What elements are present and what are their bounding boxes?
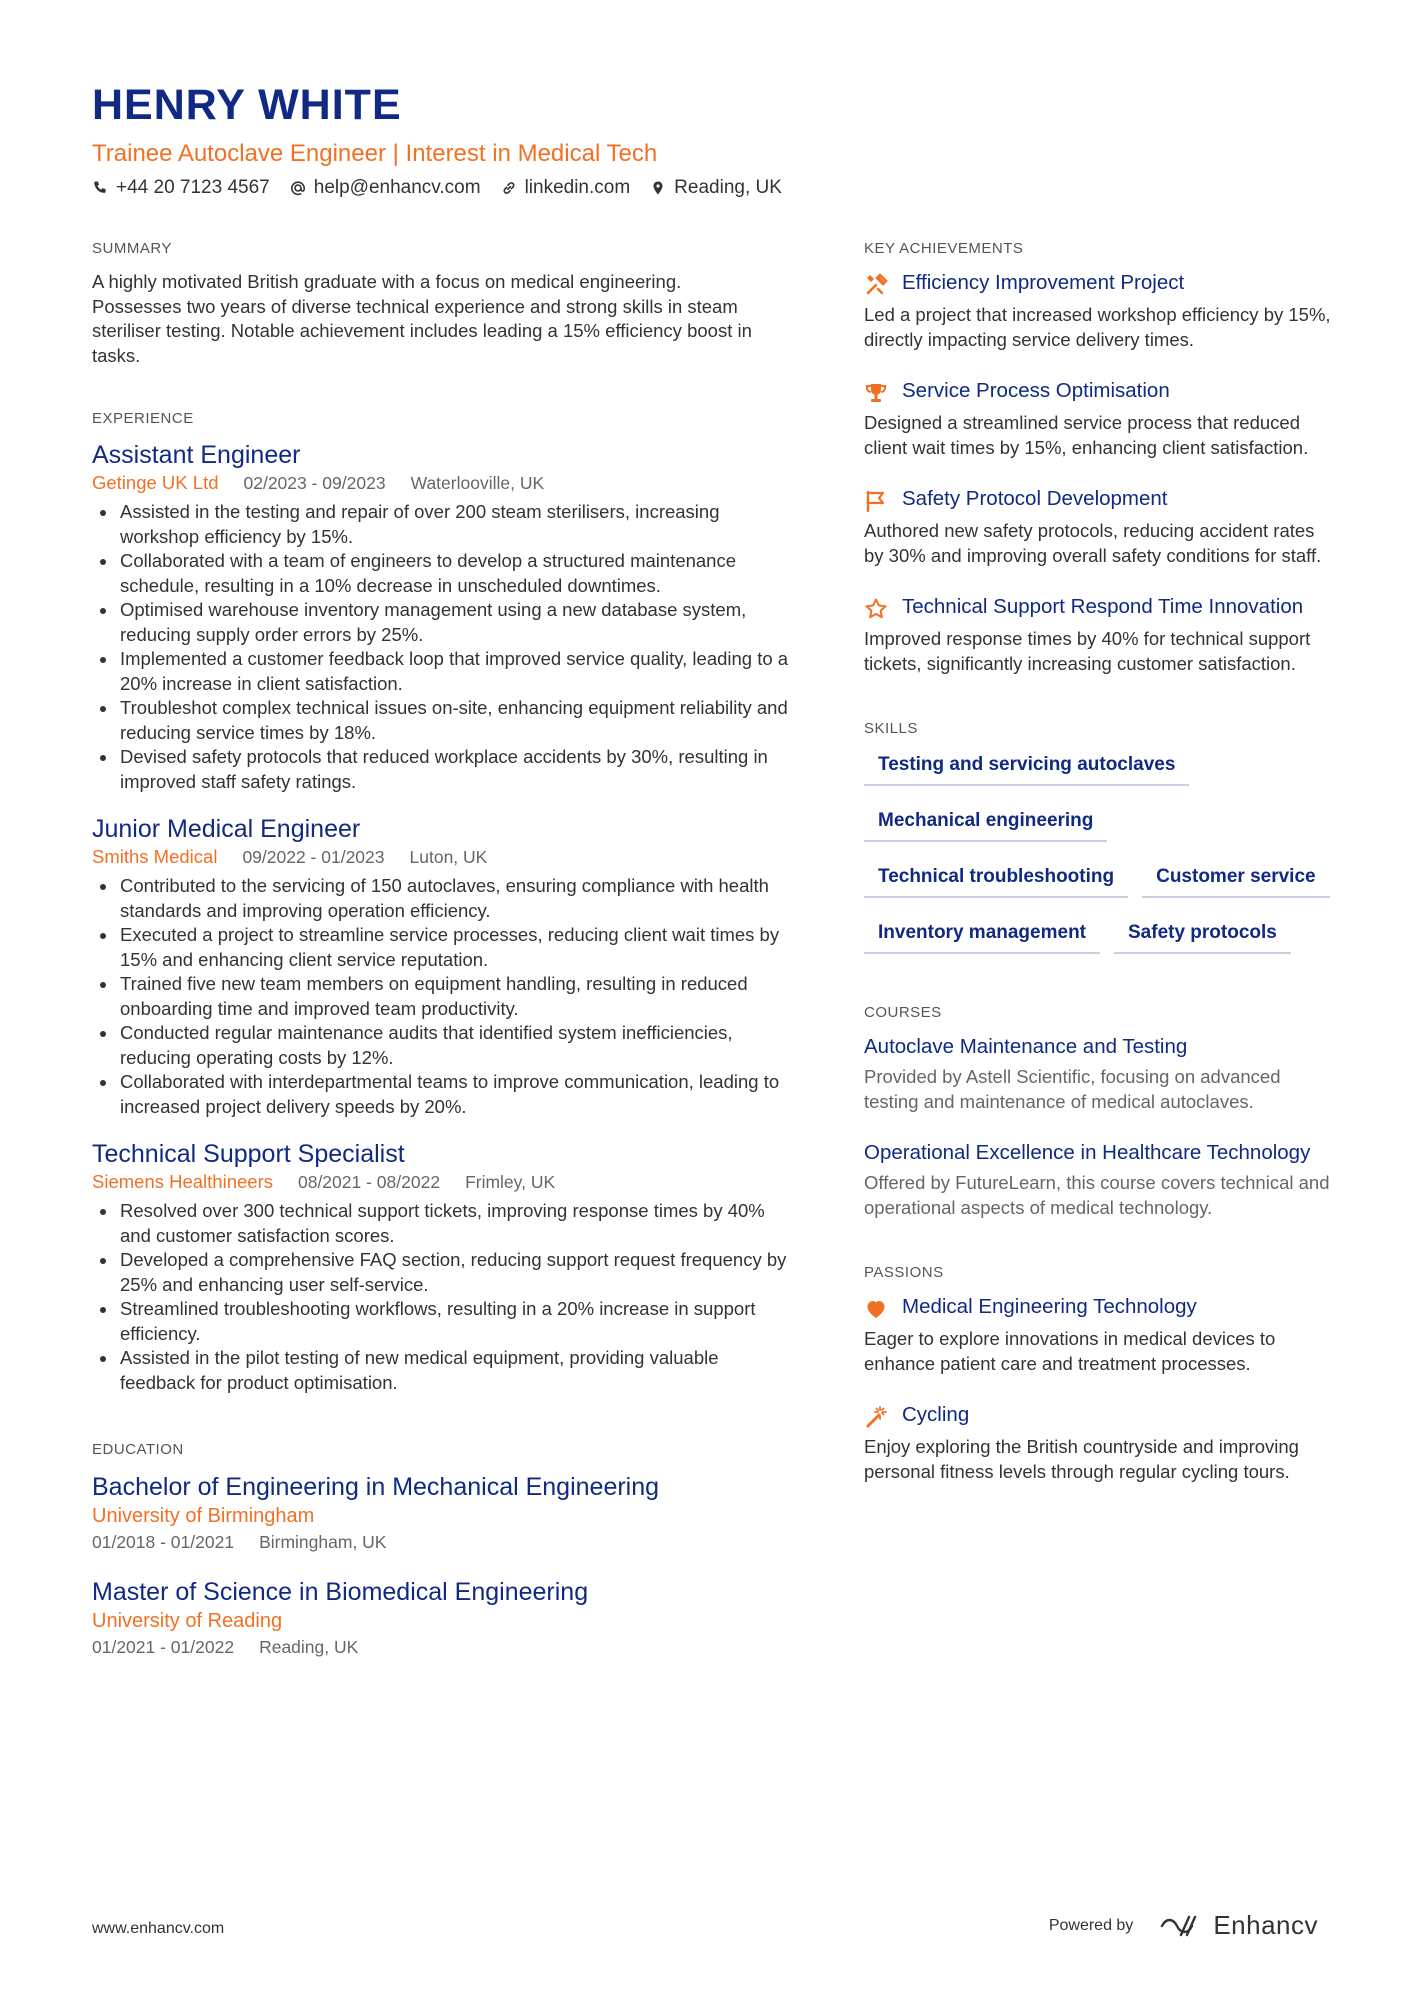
bullet-item: Devised safety protocols that reduced workplace accidents by 30%, resulting in improved staff safety ratings. <box>92 745 792 794</box>
skill-tag: Testing and servicing autoclaves <box>864 750 1189 786</box>
job-bullets <box>92 1199 792 1395</box>
education-degree: Master of Science in Biomedical Engineering <box>92 1578 589 1606</box>
education-dates: 01/2018 - 01/2021 <box>92 1532 235 1552</box>
summary-text: A highly motivated British graduate with a focus on medical engineering. Possesses two years of diverse technical experience and strong skills in steam steriliser testing. Notable achievement includes leading a 15% efficiency boost in tasks. <box>92 271 752 366</box>
passion-head <box>864 1294 1334 1321</box>
education-school: University of Birmingham <box>92 1505 315 1527</box>
star-icon <box>864 597 888 621</box>
achievement-title: Safety Protocol Development <box>902 487 1168 510</box>
job-meta <box>92 470 792 496</box>
bullet-item: Resolved over 300 technical support tickets, improving response times by 40% and customer satisfaction scores. <box>92 1199 792 1248</box>
heart-icon <box>864 1297 888 1321</box>
education-location: Birmingham, UK <box>259 1532 387 1552</box>
education-heading: EDUCATION <box>92 1441 184 1458</box>
skill-tag: Inventory management <box>864 918 1100 954</box>
achievement-desc: Led a project that increased workshop efficiency by 15%, directly impacting service delivery times. <box>864 304 1331 350</box>
contact-location <box>650 174 782 202</box>
bullet-item: Streamlined troubleshooting workflows, resulting in a 20% increase in support efficiency. <box>92 1297 792 1346</box>
job-location: Luton, UK <box>409 847 488 867</box>
contact-email-text: help@enhancv.com <box>313 177 481 198</box>
experience-section <box>92 408 792 1395</box>
bullet-item: Optimised warehouse inventory management using a new database system, reducing supply order errors by 25%. <box>92 598 792 647</box>
achievements-heading: KEY ACHIEVEMENTS <box>864 240 1024 257</box>
experience-heading: EXPERIENCE <box>92 410 194 427</box>
course-desc: Provided by Astell Scientific, focusing on advanced testing and maintenance of medical autoclaves. <box>864 1066 1281 1112</box>
job-location: Frimley, UK <box>465 1172 556 1192</box>
enhancv-logo[interactable] <box>1159 1910 1318 1941</box>
achievement-title: Efficiency Improvement Project <box>902 271 1185 294</box>
left-column <box>92 238 792 1699</box>
job-company: Getinge UK Ltd <box>92 472 219 493</box>
job-bullets <box>92 874 792 1119</box>
education-meta <box>92 1635 792 1659</box>
trophy-icon <box>864 381 888 405</box>
education-degree: Bachelor of Engineering in Mechanical Engineering <box>92 1473 660 1501</box>
passions-section <box>864 1262 1334 1484</box>
achievement-item <box>864 594 1334 676</box>
bullet-item: Assisted in the pilot testing of new medical equipment, providing valuable feedback for product optimisation. <box>92 1346 792 1395</box>
passions-heading: PASSIONS <box>864 1264 944 1281</box>
achievement-head <box>864 378 1334 405</box>
skill-tag: Customer service <box>1142 862 1329 898</box>
bullet-item: Collaborated with interdepartmental teams to improve communication, leading to increased project delivery speeds by 20%. <box>92 1070 792 1119</box>
candidate-name: HENRY WHITE <box>92 81 402 129</box>
job-company: Siemens Healthineers <box>92 1171 273 1192</box>
achievement-title: Service Process Optimisation <box>902 379 1170 402</box>
contact-row <box>92 174 1322 202</box>
course-item <box>864 1140 1334 1220</box>
courses-heading: COURSES <box>864 1004 942 1021</box>
bullet-item: Implemented a customer feedback loop that improved service quality, leading to a 20% increase in client satisfaction. <box>92 647 792 696</box>
job-title: Technical Support Specialist <box>92 1140 405 1168</box>
education-entry <box>92 1471 792 1554</box>
passion-desc: Enjoy exploring the British countryside and improving personal fitness levels through regular cycling tours. <box>864 1436 1299 1482</box>
contact-phone <box>92 174 270 202</box>
summary-heading: SUMMARY <box>92 240 172 257</box>
job-entry <box>92 1139 792 1395</box>
footer-website[interactable]: www.enhancv.com <box>92 1920 225 1937</box>
job-title: Junior Medical Engineer <box>92 815 361 843</box>
bullet-item: Trained five new team members on equipment handling, resulting in reduced onboarding time and improved team productivity. <box>92 972 792 1021</box>
right-column <box>864 238 1334 1524</box>
powered-by-label: Powered by <box>1048 1916 1134 1934</box>
passion-title: Medical Engineering Technology <box>902 1295 1197 1318</box>
achievement-item <box>864 378 1334 460</box>
achievements-section <box>864 238 1334 676</box>
achievement-desc: Improved response times by 40% for technical support tickets, significantly increasing customer satisfaction. <box>864 628 1311 674</box>
education-dates: 01/2021 - 01/2022 <box>92 1637 235 1657</box>
passion-item <box>864 1294 1334 1376</box>
at-icon <box>290 180 306 196</box>
job-entry <box>92 814 792 1119</box>
phone-icon <box>92 180 108 196</box>
resume-header <box>92 78 1322 202</box>
bullet-item: Troubleshot complex technical issues on-site, enhancing equipment reliability and reducing service times by 18%. <box>92 696 792 745</box>
achievement-head <box>864 270 1334 297</box>
achievement-desc: Designed a streamlined service process that reduced client wait times by 15%, enhancing client satisfaction. <box>864 412 1309 458</box>
job-bullets <box>92 500 792 794</box>
education-school: University of Reading <box>92 1610 283 1632</box>
skill-tag: Safety protocols <box>1114 918 1291 954</box>
education-meta <box>92 1530 792 1554</box>
education-entry <box>92 1576 792 1659</box>
job-title: Assistant Engineer <box>92 441 301 469</box>
contact-email[interactable] <box>290 174 481 202</box>
course-title: Autoclave Maintenance and Testing <box>864 1035 1188 1058</box>
contact-location-text: Reading, UK <box>674 177 782 198</box>
achievement-title: Technical Support Respond Time Innovation <box>902 595 1304 618</box>
skills-heading: SKILLS <box>864 720 918 737</box>
summary-section <box>92 238 792 368</box>
course-item <box>864 1034 1334 1114</box>
candidate-title: Trainee Autoclave Engineer | Interest in Medical Tech <box>92 140 658 167</box>
job-dates: 09/2022 - 01/2023 <box>242 847 385 867</box>
enhancv-brand-text: Enhancv <box>1213 1910 1318 1940</box>
contact-phone-text: +44 20 7123 4567 <box>116 177 270 198</box>
bullet-item: Collaborated with a team of engineers to develop a structured maintenance schedule, resulting in a 10% decrease in unscheduled downtimes. <box>92 549 792 598</box>
job-company: Smiths Medical <box>92 846 218 867</box>
achievement-head <box>864 594 1334 621</box>
tools-icon <box>864 273 888 297</box>
education-section <box>92 1439 792 1659</box>
job-meta <box>92 1169 792 1195</box>
passion-desc: Eager to explore innovations in medical devices to enhance patient care and treatment processes. <box>864 1328 1276 1374</box>
achievement-head <box>864 486 1334 513</box>
job-dates: 02/2023 - 09/2023 <box>243 473 386 493</box>
achievement-item <box>864 270 1334 352</box>
link-icon <box>501 180 517 196</box>
course-desc: Offered by FutureLearn, this course covers technical and operational aspects of medical technology. <box>864 1172 1330 1218</box>
bullet-item: Developed a comprehensive FAQ section, reducing support request frequency by 25% and enhancing user self-service. <box>92 1248 792 1297</box>
bullet-item: Contributed to the servicing of 150 autoclaves, ensuring compliance with health standards and improving operation efficiency. <box>92 874 792 923</box>
skills-list <box>864 750 1334 954</box>
job-entry <box>92 440 792 794</box>
job-meta <box>92 844 792 870</box>
passion-title: Cycling <box>902 1403 970 1426</box>
achievement-desc: Authored new safety protocols, reducing accident rates by 30% and improving overall safety conditions for staff. <box>864 520 1322 566</box>
contact-linkedin[interactable] <box>501 174 631 202</box>
contact-linkedin-text: linkedin.com <box>524 177 631 198</box>
bullet-item: Conducted regular maintenance audits that identified system inefficiencies, reducing operating costs by 12%. <box>92 1021 792 1070</box>
enhancv-logo-icon <box>1159 1912 1205 1940</box>
courses-section <box>864 1002 1334 1220</box>
flag-icon <box>864 489 888 513</box>
location-pin-icon <box>650 180 666 196</box>
bullet-item: Assisted in the testing and repair of over 200 steam sterilisers, increasing workshop efficiency by 15%. <box>92 500 792 549</box>
passion-head <box>864 1402 1334 1429</box>
skills-section <box>864 718 1334 954</box>
education-location: Reading, UK <box>259 1637 359 1657</box>
footer-branding <box>1049 1910 1318 1941</box>
job-location: Waterlooville, UK <box>410 473 545 493</box>
skill-tag: Technical troubleshooting <box>864 862 1128 898</box>
magic-wand-icon <box>864 1405 888 1429</box>
skill-tag: Mechanical engineering <box>864 806 1107 842</box>
passion-item <box>864 1402 1334 1484</box>
course-title: Operational Excellence in Healthcare Technology <box>864 1141 1311 1164</box>
job-dates: 08/2021 - 08/2022 <box>297 1172 441 1192</box>
bullet-item: Executed a project to streamline service processes, reducing client wait times by 15% and enhancing client service reputation. <box>92 923 792 972</box>
achievement-item <box>864 486 1334 568</box>
